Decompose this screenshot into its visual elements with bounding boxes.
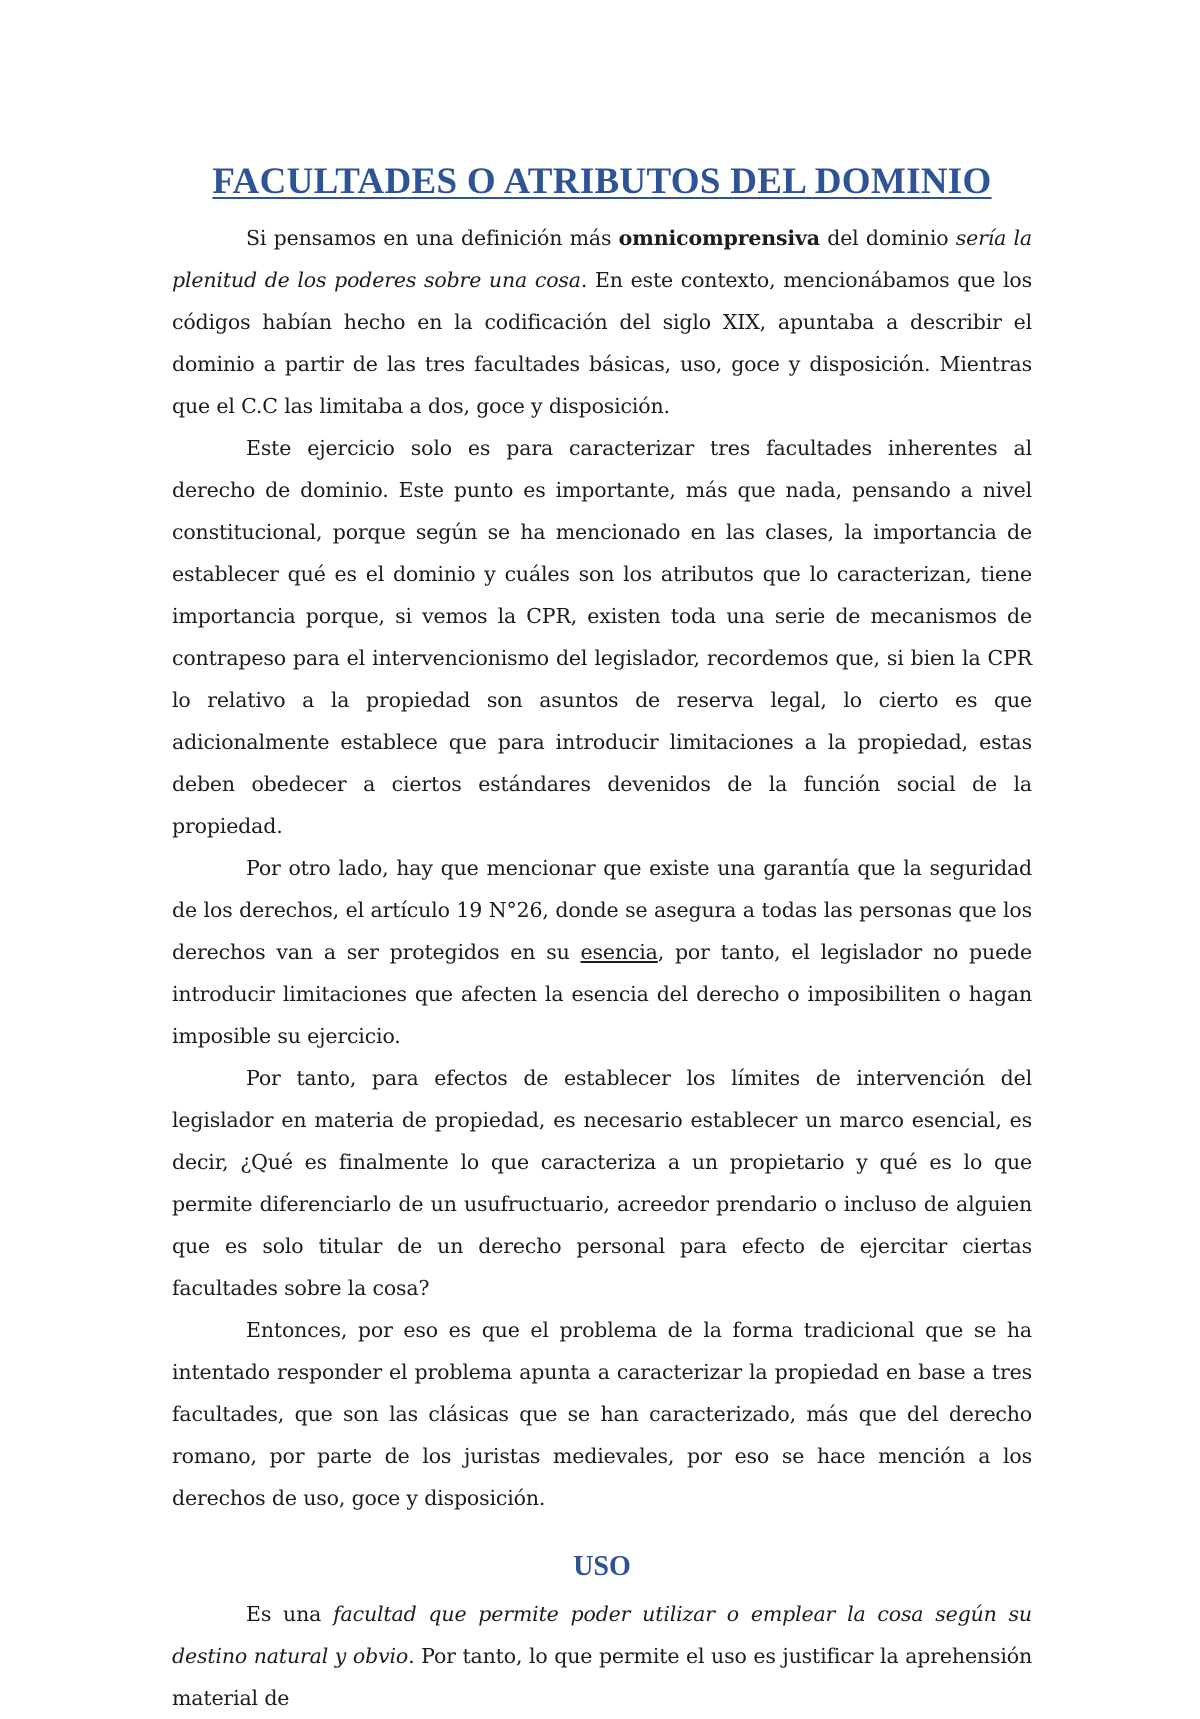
paragraph-1-rest: . En este contexto, mencionábamos que los códigos habían hecho en la codificación del siglo XIX, apuntaba a describir el dominio a partir de las tres facultades básicas, uso, goce y disposición. Mientras que el C.C las limitaba a dos, goce y disposición.	[172, 268, 1032, 418]
document-page	[172, 160, 1032, 1719]
paragraph-3-after: , por tanto, el legislador no puede introducir limitaciones que afecten la esencia del derecho o imposibiliten o hagan imposible su ejercicio.	[172, 940, 1033, 1048]
section-paragraph	[172, 1593, 1032, 1719]
paragraph-1-mid: del dominio	[819, 226, 956, 250]
paragraph-1	[172, 217, 1032, 427]
section-paragraph-rest: . Por tanto, lo que permite el uso es justificar la aprehensión material de	[172, 1644, 1032, 1710]
paragraph-1-italic: sería la plenitud de los poderes sobre una cosa	[172, 226, 1033, 292]
paragraph-3-underlined: esencia	[580, 940, 658, 964]
paragraph-1-bold: omnicomprensiva	[618, 226, 820, 250]
section-paragraph-intro: Es una	[246, 1602, 334, 1626]
paragraph-4: Por tanto, para efectos de establecer los límites de intervención del legislador en materia de propiedad, es necesario establecer un marco esencial, es decir, ¿Qué es finalmente lo que caracteriza a un propietario y qué es lo que permite diferenciarlo de un usufructuario, acreedor prendario o incluso de alguien que es solo titular de un derecho personal para efecto de ejercitar ciertas facultades sobre la cosa?	[172, 1066, 1032, 1300]
section-heading-uso: USO	[573, 1551, 631, 1582]
section-paragraph-italic: facultad que permite poder utilizar o emplear la cosa según su destino natural y obvio	[172, 1602, 1032, 1668]
paragraph-1-intro: Si pensamos en una definición más	[246, 226, 619, 250]
paragraph-5: Entonces, por eso es que el problema de la forma tradicional que se ha intentado responder el problema apunta a caracterizar la propiedad en base a tres facultades, que son las clásicas que se han caracterizado, más que del derecho romano, por parte de los juristas medievales, por eso se hace mención a los derechos de uso, goce y disposición.	[172, 1318, 1032, 1510]
paragraph-2: Este ejercicio solo es para caracterizar tres facultades inherentes al derecho de dominio. Este punto es importante, más que nada, pensando a nivel constitucional, porque según se ha mencionado en las clases, la importancia de establecer qué es el dominio y cuáles son los atributos que lo caracterizan, tiene importancia porque, si vemos la CPR, existen toda una serie de mecanismos de contrapeso para el intervencionismo del legislador, recordemos que, si bien la CPR lo relativo a la propiedad son asuntos de reserva legal, lo cierto es que adicionalmente establece que para introducir limitaciones a la propiedad, estas deben obedecer a ciertos estándares devenidos de la función social de la propiedad.	[172, 436, 1032, 838]
paragraph-3	[172, 847, 1032, 1057]
paragraph-3-before: Por otro lado, hay que mencionar que existe una garantía que la seguridad de los derechos, el artículo 19 N°26, donde se asegura a todas las personas que los derechos van a ser protegidos en su	[172, 856, 1032, 964]
document-title: FACULTADES O ATRIBUTOS DEL DOMINIO	[212, 161, 992, 202]
